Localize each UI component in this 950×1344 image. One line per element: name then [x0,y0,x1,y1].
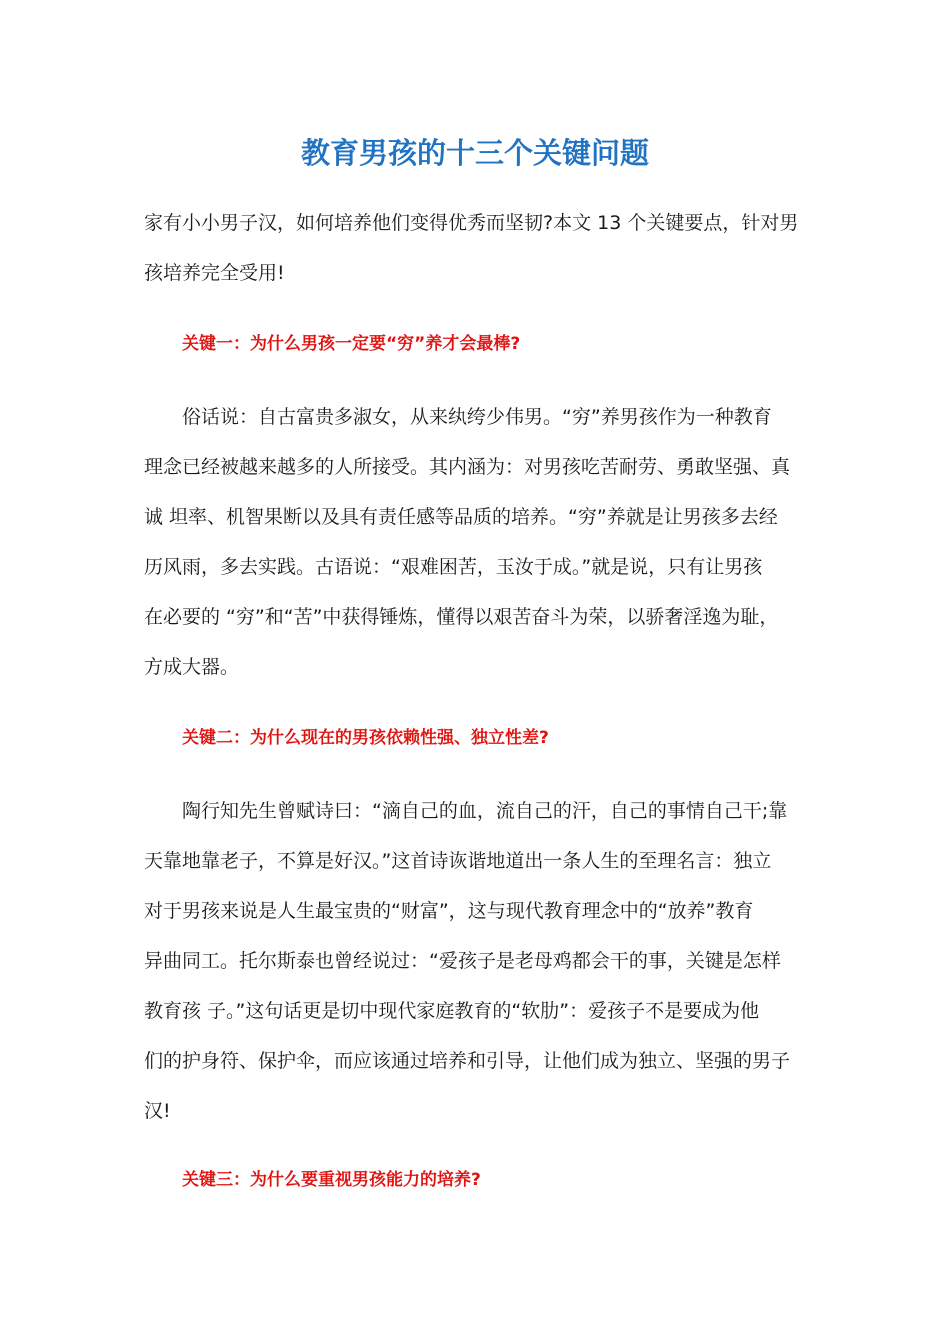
intro-line-1: 家有小小男子汉，如何培养他们变得优秀而坚韧?本文 13 个关键要点，针对男 [144,212,799,234]
section-1-line-2: 理念已经被越来越多的人所接受。其内涵为：对男孩吃苦耐劳、勇敢坚强、真 [144,456,791,478]
section-2-line-5: 教育孩 子。”这句话更是切中现代家庭教育的“软肋”：爱孩子不是要成为他 [144,1000,760,1022]
section-1-line-3: 诚 坦率、机智果断以及具有责任感等品质的培养。“穷”养就是让男孩多去经 [144,506,778,528]
section-1-line-5: 在必要的 “穷”和“苦”中获得锤炼，懂得以艰苦奋斗为荣，以骄奢淫逸为耻， [144,606,779,628]
section-1-line-6: 方成大器。 [144,656,240,678]
intro-line-2: 孩培养完全受用! [144,262,285,284]
section-heading-1: 关键一：为什么男孩一定要“穷”养才会最棒? [182,334,521,354]
section-2-line-3: 对于男孩来说是人生最宝贵的“财富”，这与现代教育理念中的“放养”教育 [144,900,754,922]
section-2-line-7: 汉! [144,1100,171,1122]
page-title: 教育男孩的十三个关键问题 [300,136,649,170]
section-2-line-1: 陶行知先生曾赋诗曰：“滴自己的血，流自己的汗，自己的事情自己干;靠 [182,800,788,822]
section-2-line-4: 异曲同工。托尔斯泰也曾经说过：“爱孩子是老母鸡都会干的事，关键是怎样 [144,950,781,972]
section-heading-2: 关键二：为什么现在的男孩依赖性强、独立性差? [182,728,549,748]
section-2-line-2: 天靠地靠老子，不算是好汉。”这首诗诙谐地道出一条人生的至理名言：独立 [144,850,772,872]
section-heading-3: 关键三：为什么要重视男孩能力的培养? [182,1170,481,1190]
section-2-line-6: 们的护身符、保护伞，而应该通过培养和引导，让他们成为独立、坚强的男子 [144,1050,791,1072]
section-1-line-1: 俗话说：自古富贵多淑女，从来纨绔少伟男。“穷”养男孩作为一种教育 [182,406,772,428]
section-1-line-4: 历风雨，多去实践。古语说：“艰难困苦，玉汝于成。”就是说，只有让男孩 [144,556,763,578]
